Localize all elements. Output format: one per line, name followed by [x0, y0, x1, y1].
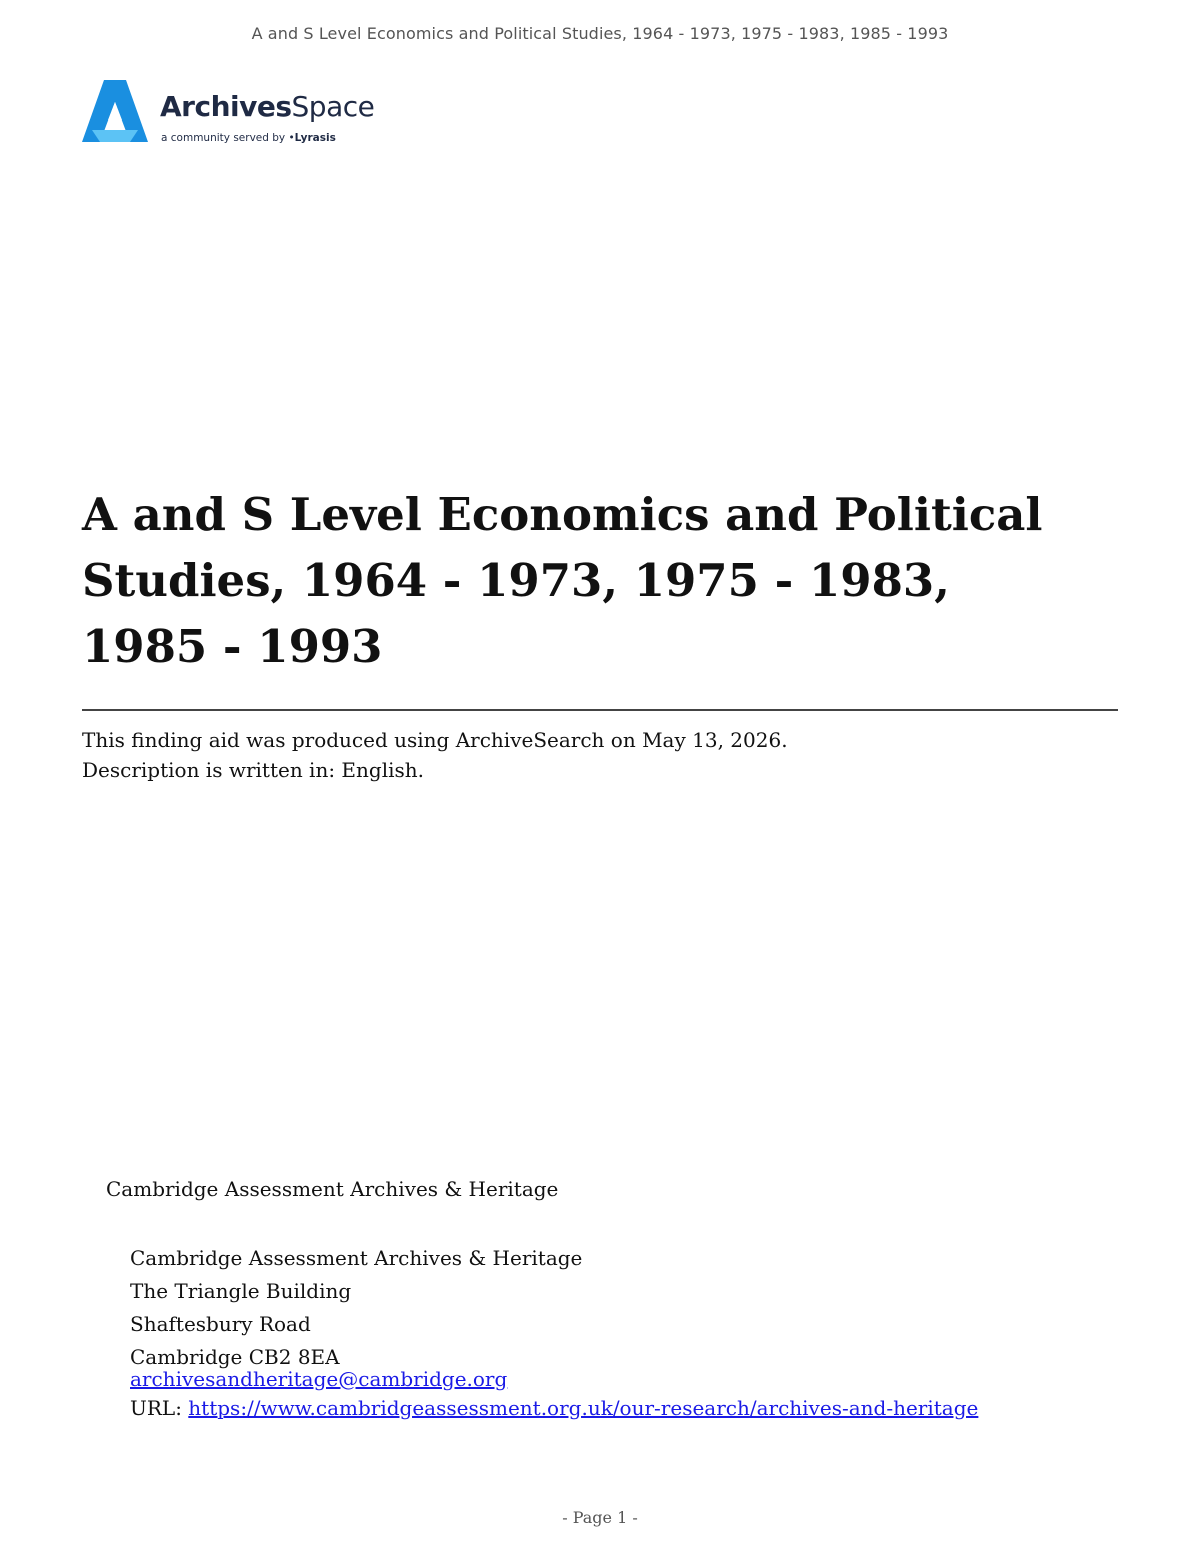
- document-title: A and S Level Economics and Political Studies, 1964 - 1973, 1975 - 1983, 1985 - 1993: [82, 488, 1043, 673]
- address-line: Cambridge CB2 8EA: [130, 1345, 340, 1369]
- logo-wordmark: [160, 90, 374, 123]
- address-line: Shaftesbury Road: [130, 1312, 311, 1336]
- url-line: [130, 1394, 978, 1422]
- logo-word-bold: Archives: [160, 90, 292, 123]
- address-line: Cambridge Assessment Archives & Heritage: [130, 1246, 583, 1270]
- language-line: Description is written in: English.: [82, 758, 425, 782]
- email-link[interactable]: archivesandheritage@cambridge.org: [130, 1367, 508, 1391]
- logo-tagline-prefix: a community served by: [161, 132, 286, 144]
- page-number: - Page 1 -: [562, 1508, 638, 1527]
- logo-word-light: Space: [291, 90, 375, 123]
- address-line: The Triangle Building: [130, 1279, 352, 1303]
- repository-address: [130, 1242, 582, 1374]
- archivesspace-logo-mark-icon: [82, 80, 152, 144]
- title-divider: [82, 709, 1118, 711]
- running-header: A and S Level Economics and Political Studies, 1964 - 1973, 1975 - 1983, 1985 - 1993: [251, 24, 949, 43]
- production-info: [82, 725, 788, 785]
- repository-name: Cambridge Assessment Archives & Heritage: [106, 1177, 559, 1201]
- archivesspace-logo: [82, 80, 402, 150]
- produced-line: This finding aid was produced using ArchiveSearch on May 13, 2026.: [82, 728, 788, 752]
- url-label: URL:: [130, 1396, 182, 1420]
- lyrasis-icon: •: [288, 132, 295, 144]
- website-link[interactable]: https://www.cambridgeassessment.org.uk/our-research/archives-and-heritage: [188, 1396, 979, 1420]
- logo-tagline-org: Lyrasis: [294, 132, 336, 144]
- logo-tagline: [161, 132, 336, 144]
